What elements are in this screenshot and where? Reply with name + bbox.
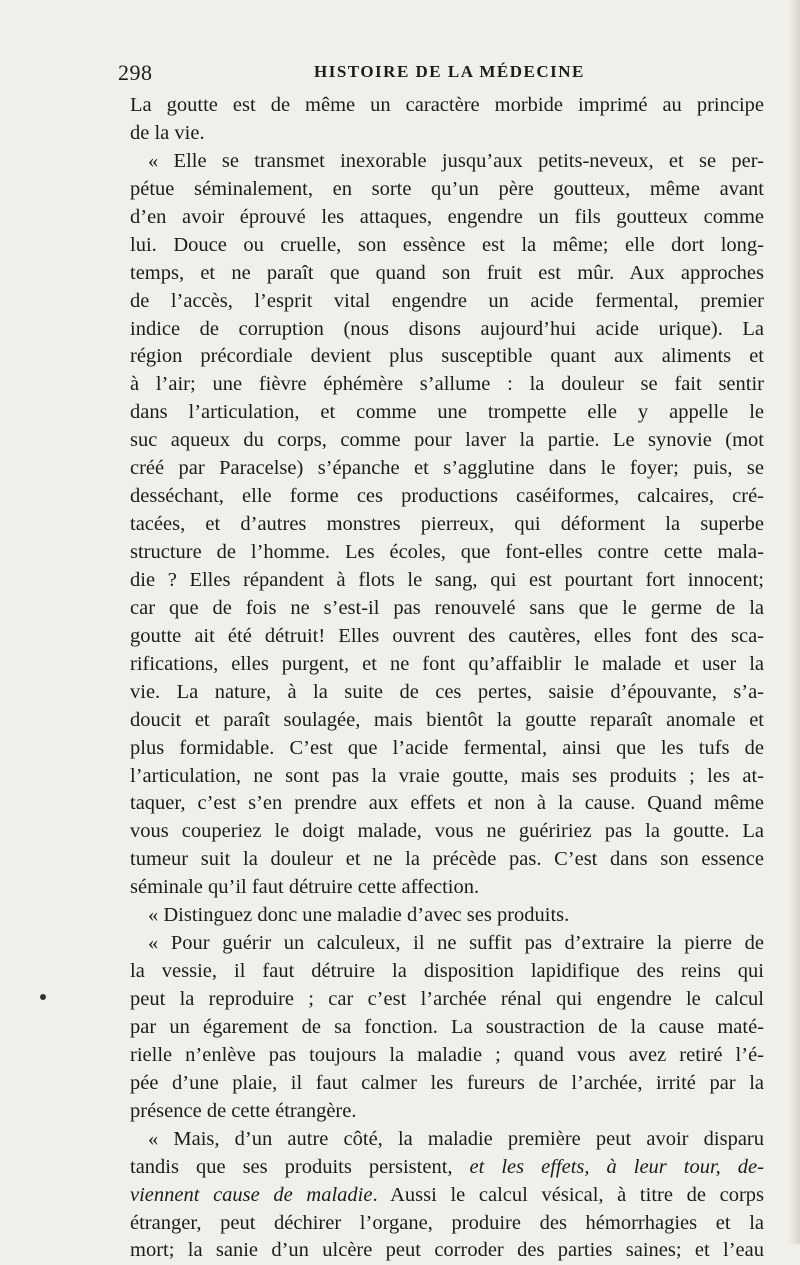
page-header [118,60,680,90]
text-line [130,1154,764,1182]
text-line: région précordiale devient plus susceptible quant aux aliments et [130,345,764,368]
text-line: « Pour guérir un calculeux, il ne suffit pas d’extraire la pierre de [148,932,764,955]
text-line: de l’accès, l’esprit vital engendre un acide fermental, premier [130,289,764,312]
text-line: la vessie, il faut détruire la disposition lapidifique des reins qui [130,960,764,983]
text-line [130,1182,764,1210]
text-line: « Distinguez donc une maladie d’avec ses produits. [148,904,570,927]
text-line: séminale qu’il faut détruire cette affection. [130,876,480,899]
text-line: présence de cette étrangère. [130,1099,357,1122]
text-line: desséchant, elle forme ces productions caséiformes, calcaires, cré- [130,485,764,508]
text-line: structure de l’homme. Les écoles, que font-elles contre cette mala- [130,541,764,563]
text-line: peut la reproduire ; car c’est l’archée rénal qui engendre le calcul [130,988,764,1010]
text-line: rielle n’enlève pas toujours la maladie ; quand vous avez retiré l’é- [130,1043,764,1066]
text-line: goutte ait été détruit! Elles ouvrent des cautères, elles font des sca- [130,624,764,647]
text-line: mort; la sanie d’un ulcère peut corroder des parties saines; et l’eau [130,1239,764,1262]
text-line: tumeur suit la douleur et ne la précède pas. C’est dans son essence [130,848,764,871]
page-number: 298 [118,60,153,85]
text-line: pée d’une plaie, il faut calmer les fureurs de l’archée, irrité par la [130,1071,764,1094]
text-line: indice de corruption (nous disons aujourd’hui acide urique). La [130,317,764,340]
text-line: taquer, c’est s’en prendre aux effets et non à la cause. Quand même [130,792,764,815]
text-line: car que de fois ne s’est-il pas renouvelé sans que le germe de la [130,596,764,619]
body-text [130,92,764,1265]
text-line: doucit et paraît soulagée, mais bientôt la goutte reparaît anomale et [130,708,764,731]
text-line: vous couperiez le doigt malade, vous ne guéririez pas la goutte. La [130,820,764,843]
text-line: créé par Paracelse) s’épanche et s’agglutine dans le foyer; puis, se [130,457,764,480]
text-line: dans l’articulation, et comme une trompette elle y appelle le [130,401,764,424]
text-line: « Mais, d’un autre côté, la maladie première peut avoir disparu [148,1127,764,1150]
text-run: tandis que ses produits persistent, [130,1155,470,1178]
page-edge-shadow [788,0,800,1244]
text-line: vie. La nature, à la suite de ces pertes, saisie d’épouvante, s’a- [130,680,764,703]
text-line: rifications, elles purgent, et ne font qu’affaiblir le malade et user la [130,652,764,675]
text-line: temps, et ne paraît que quand son fruit est mûr. Aux approches [130,261,764,284]
text-line: « Elle se transmet inexorable jusqu’aux petits-neveux, et se per- [148,149,764,172]
ink-spot [40,994,46,1000]
text-line: étranger, peut déchirer l’organe, produire des hémorrhagies et la [130,1211,764,1234]
text-line: plus formidable. C’est que l’acide fermental, ainsi que les tufs de [130,736,764,759]
text-line: de la vie. [130,121,205,144]
text-line: par un égarement de sa fonction. La soustraction de la cause maté- [130,1015,764,1038]
text-line: die ? Elles répandent à flots le sang, qui est pourtant fort innocent; [130,568,764,591]
text-line: lui. Douce ou cruelle, son essènce est la même; elle dort long- [130,233,764,256]
text-line: d’en avoir éprouvé les attaques, engendre un fils goutteux comme [130,205,764,228]
italic-run: et les effets, à leur tour, de- [469,1155,764,1178]
italic-run: viennent cause de maladie [130,1183,373,1206]
text-run: . Aussi le calcul vésical, à titre de corps [372,1183,764,1206]
text-line: suc aqueux du corps, comme pour laver la partie. Le synovie (mot [130,429,764,452]
text-line: l’articulation, ne sont pas la vraie goutte, mais ses produits ; les at- [130,764,764,787]
running-title: HISTOIRE DE LA MÉDECINE [314,62,585,81]
text-line: pétue séminalement, en sorte qu’un père goutteux, même avant [130,177,764,200]
text-line: tacées, et d’autres monstres pierreux, qui déforment la superbe [130,513,764,536]
text-line: La goutte est de même un caractère morbide imprimé au principe [130,94,764,116]
text-line: à l’air; une fièvre éphémère s’allume : la douleur se fait sentir [130,373,764,396]
